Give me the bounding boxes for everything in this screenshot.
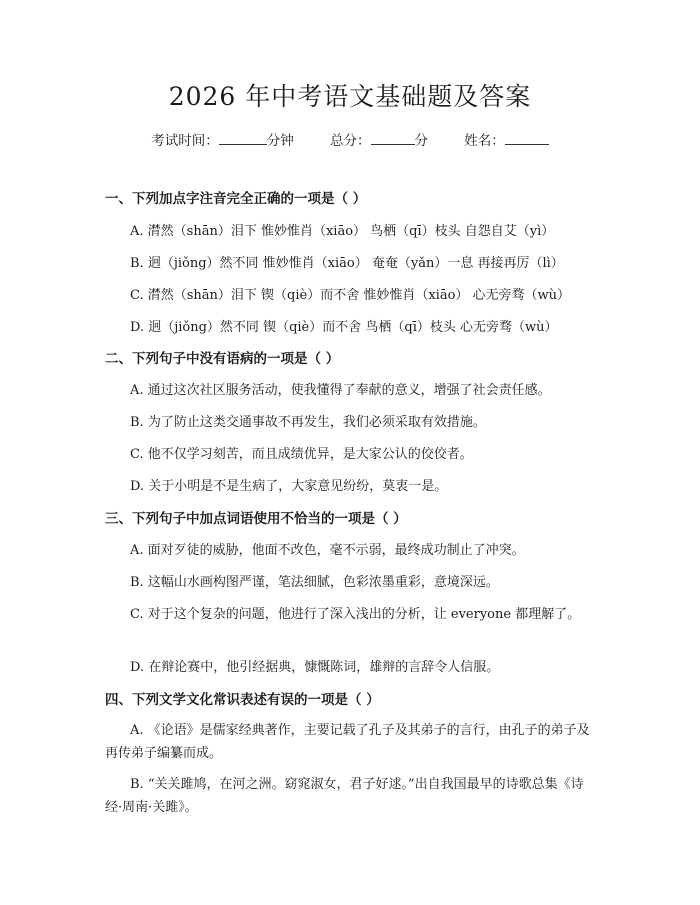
question-1-option-c: C. 潸然（shān）泪下 锲（qiè）而不舍 惟妙惟肖（xiāo） 心无旁骛（wù）	[130, 288, 571, 303]
total-score-unit: 分	[414, 133, 428, 149]
question-2-option-c: C. 他不仅学习刻苦，而且成绩优异，是大家公认的佼佼者。	[130, 447, 473, 462]
page-title: 2026 年中考语文基础题及答案	[168, 82, 532, 111]
question-2-option-b: B. 为了防止这类交通事故不再发生，我们必须采取有效措施。	[130, 415, 486, 430]
name-field	[464, 130, 549, 151]
name-blank[interactable]	[505, 130, 549, 145]
total-score-label: 总分：	[330, 133, 371, 149]
question-3-option-b: B. 这幅山水画构图严谨，笔法细腻，色彩浓墨重彩，意境深远。	[130, 575, 499, 590]
question-1-heading: 一、下列加点字注音完全正确的一项是（ ）	[105, 191, 367, 207]
question-3-option-a: A. 面对歹徒的威胁，他面不改色，毫不示弱，最终成功制止了冲突。	[130, 543, 525, 558]
total-score-field	[330, 130, 428, 151]
question-1-option-b: B. 迥（jiǒng）然不同 惟妙惟肖（xiāo） 奄奄（yǎn）一息 再接再厉（lì）	[130, 256, 564, 271]
question-4-option-a: A. 《论语》是儒家经典著作，主要记载了孔子及其弟子的言行，由孔子的弟子及再传弟子编纂而成。	[105, 723, 590, 761]
question-2-option-d: D. 关于小明是不是生病了，大家意见纷纷，莫衷一是。	[130, 479, 448, 494]
name-label: 姓名：	[464, 133, 505, 149]
total-score-blank[interactable]	[371, 130, 415, 145]
exam-time-label: 考试时间：	[151, 133, 219, 149]
question-1-option-d: D. 迥（jiǒng）然不同 锲（qiè）而不舍 鸟栖（qī）枝头 心无旁骛（wù）	[130, 320, 558, 335]
exam-info-line	[0, 130, 700, 151]
exam-time-field	[151, 130, 294, 151]
question-2-option-a: A. 通过这次社区服务活动，使我懂得了奉献的意义，增强了社会责任感。	[130, 383, 551, 398]
question-3-option-c: C. 对于这个复杂的问题，他进行了深入浅出的分析，让 everyone 都理解了。	[130, 607, 581, 622]
question-4-option-b: B. “关关雎鸠，在河之洲。窈窕淑女，君子好逑。”出自我国最早的诗歌总集《诗经·周南·关雎》。	[105, 777, 584, 815]
exam-time-unit: 分钟	[266, 133, 294, 149]
question-1-option-a: A. 潸然（shān）泪下 惟妙惟肖（xiāo） 鸟栖（qī）枝头 自怨自艾（yì）	[130, 224, 555, 239]
exam-time-blank[interactable]	[219, 130, 267, 145]
question-3-option-d: D. 在辩论赛中，他引经据典，慷慨陈词，雄辩的言辞令人信服。	[130, 660, 500, 675]
question-4-heading: 四、下列文学文化常识表述有误的一项是（ ）	[105, 692, 380, 708]
question-3-heading: 三、下列句子中加点词语使用不恰当的一项是（ ）	[105, 511, 407, 527]
question-2-heading: 二、下列句子中没有语病的一项是（ ）	[105, 351, 340, 367]
